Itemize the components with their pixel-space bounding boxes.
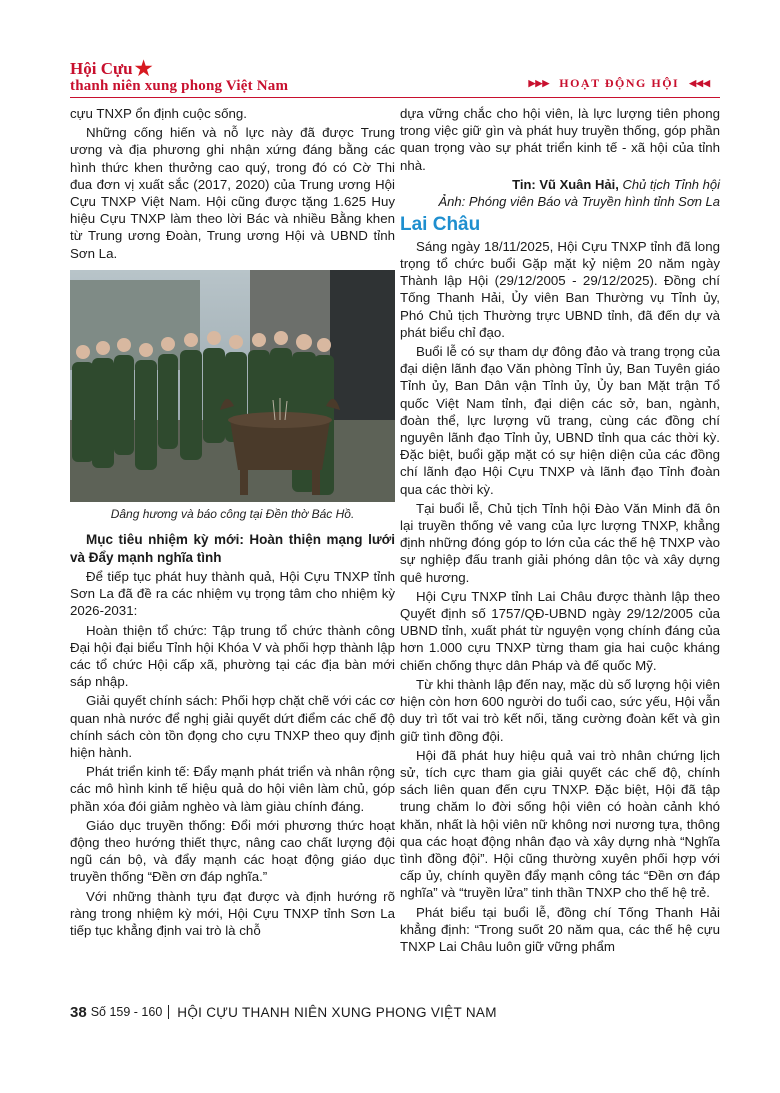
section-tag	[529, 76, 711, 91]
paragraph: Những cống hiến và nỗ lực này đã được Trung ương và địa phương ghi nhận xứng đáng bằng các hình thức khen thưởng cao quý, trong đó có Cờ Thi đua đơn vị xuất sắc (2017, 2020) của Trung ương Hội Cựu TNXP Việt Nam. Hội cũng được tặng 1.625 Huy hiệu Cựu TNXP làm theo lời Bác và nhiều Bằng khen từ Trung ương Đoàn, Trung ương Hội và UBND tỉnh Sơn La.	[70, 125, 395, 261]
byline	[400, 176, 720, 193]
section-subheading: Mục tiêu nhiệm kỳ mới: Hoàn thiện mạng lưới và Đẩy mạnh nghĩa tình	[70, 532, 395, 565]
paragraph: Hội Cựu TNXP tỉnh Lai Châu được thành lập theo Quyết định số 1757/QĐ-UBND ngày 29/12/2005 của UBND tỉnh, xuất phát từ nguyện vọng chính đáng của hơn 1.000 cựu TNXP từng tham gia hai cuộc kháng chiến chống thực dân Pháp và đế quốc Mỹ.	[400, 588, 720, 673]
page-footer	[70, 1002, 720, 1022]
magazine-name: HỘI CỰU THANH NIÊN XUNG PHONG VIỆT NAM	[177, 1004, 497, 1020]
photo-caption: Dâng hương và báo công tại Đền thờ Bác Hồ.	[110, 506, 355, 521]
logo-line2: thanh niên xung phong Việt Nam	[70, 78, 289, 94]
footer-divider	[168, 1005, 169, 1019]
paragraph: dựa vững chắc cho hội viên, là lực lượng tiên phong trong việc giữ gìn và phát huy truyền thống, góp phần quan trọng vào sự phát triển kinh tế - xã hội của tỉnh nhà.	[400, 106, 720, 173]
paragraph: Phát biểu tại buổi lễ, đồng chí Tống Thanh Hải khẳng định: “Trong suốt 20 năm qua, các thế hệ cựu TNXP Lai Châu luôn giữ vững phẩm	[400, 904, 720, 954]
right-column	[400, 105, 720, 957]
header-divider	[70, 97, 720, 98]
region-heading: Lai Châu	[400, 213, 481, 235]
star-icon: ★	[134, 58, 153, 80]
arrows-left-icon: ◀◀◀	[689, 78, 710, 88]
page-header	[70, 60, 720, 102]
paragraph: Buổi lễ có sự tham dự đông đảo và trang trọng của đại diện lãnh đạo Văn phòng Tỉnh ủy, Ban Tuyên giáo Tỉnh ủy, Ban Dân vận Tỉnh ủy, Ủy ban Mặt trận Tổ quốc Việt Nam tỉnh, đại diện các sở, ban, ngành, đoàn thể, lực lượng vũ trang, cùng các đồng chí nguyên lãnh đạo Tỉnh ủy, UBND tỉnh qua các thời kỳ. Đặc biệt, buổi gặp mặt có sự hiện diện của các đồng chí lãnh đạo Hội Cựu TNXP và lãnh đạo Tỉnh đoàn qua các thời kỳ.	[400, 344, 720, 497]
paragraph: Hoàn thiện tổ chức: Tập trung tổ chức thành công Đại hội đại biểu Tỉnh hội Khóa V và phối hợp thành lập các tổ chức Hội cấp xã, phường tại các địa bàn mới sáp nhập.	[70, 622, 395, 690]
paragraph: Với những thành tựu đạt được và định hướng rõ ràng trong nhiệm kỳ mới, Hội Cựu TNXP tỉnh Sơn La tiếp tục khẳng định vai trò là chỗ	[70, 888, 395, 939]
paragraph: cựu TNXP ổn định cuộc sống.	[70, 106, 247, 121]
left-column	[70, 105, 395, 941]
issue-number: Số 159 - 160	[90, 1005, 163, 1019]
paragraph: Tại buổi lễ, Chủ tịch Tỉnh hội Đào Văn Minh đã ôn lại truyền thống vẻ vang của lực lượng TNXP, khẳng định những đóng góp to lớn của các thế hệ TNXP vào sự nghiệp đấu tranh giải phóng dân tộc và xây dựng quê hương.	[400, 500, 720, 585]
section-title: HOẠT ĐỘNG HỘI	[559, 76, 680, 90]
page-number: 38	[70, 1003, 87, 1021]
article-photo	[70, 270, 395, 502]
photo-credit-text: Ảnh: Phóng viên Báo và Truyền hình tỉnh Sơn La	[438, 193, 720, 209]
byline-role: Chủ tịch Tỉnh hội	[622, 176, 720, 192]
paragraph: Giáo dục truyền thống: Đổi mới phương thức hoạt động theo hướng thiết thực, nâng cao chất lượng đội ngũ cán bộ, và đẩy mạnh các hoạt động giáo dục truyền thống “Đền ơn đáp nghĩa.”	[70, 817, 395, 885]
magazine-logo	[70, 60, 288, 94]
byline-author: Tin: Vũ Xuân Hải,	[512, 176, 619, 192]
paragraph: Sáng ngày 18/11/2025, Hội Cựu TNXP tỉnh đã long trọng tổ chức buổi Gặp mặt kỷ niệm 20 năm ngày Thành lập Hội (29/12/2005 - 29/12/2025). Đồng chí Tống Thanh Hải, Ủy viên Ban Thường vụ Tỉnh ủy, Phó Chủ tịch Thường trực UBND tỉnh, đã đến dự và phát biểu chỉ đạo.	[400, 238, 720, 340]
paragraph: Từ khi thành lập đến nay, mặc dù số lượng hội viên hiện còn hơn 600 người do tuổi cao, sức yếu, Hội vẫn duy trì tốt vai trò kết nối, tăng cường đoàn kết và gìn giữ tình đồng đội.	[400, 676, 720, 744]
paragraph: Để tiếp tục phát huy thành quả, Hội Cựu TNXP tỉnh Sơn La đã đề ra các nhiệm vụ trọng tâm cho nhiệm kỳ 2026-2031:	[70, 569, 395, 619]
photo-illustration	[70, 270, 395, 502]
paragraph: Giải quyết chính sách: Phối hợp chặt chẽ với các cơ quan nhà nước để nghị giải quyết dứt điểm các chế độ chính sách còn tồn đọng cho cựu TNXP theo quy định hiện hành.	[70, 693, 395, 761]
paragraph: Phát triển kinh tế: Đẩy mạnh phát triển và nhân rộng các mô hình kinh tế hiệu quả do hội viên làm chủ, góp phần xóa đói giảm nghèo và làm giàu chính đáng.	[70, 764, 395, 814]
logo-line1: Hội Cựu	[70, 59, 133, 78]
photo-credit	[400, 193, 720, 210]
arrows-right-icon: ▶▶▶	[528, 78, 550, 88]
paragraph: Hội đã phát huy hiệu quả vai trò nhân chứng lịch sử, tích cực tham gia giải quyết các chế độ, chính sách liên quan đến cựu TNXP. Đặc biệt, Hội đã tập trung chăm lo đời sống hội viên có hoàn cảnh khó khăn, nhất là hội viên nữ không nơi nương tựa, thông qua các hoạt động nhân đạo và xây dựng nhà “Nghĩa tình đồng đội”. Hội cũng thường xuyên phối hợp với cấp ủy, chính quyền đẩy mạnh công tác “Đền ơn đáp nghĩa” và “truyền lửa” tinh thần TNXP cho thế hệ trẻ.	[400, 747, 720, 901]
